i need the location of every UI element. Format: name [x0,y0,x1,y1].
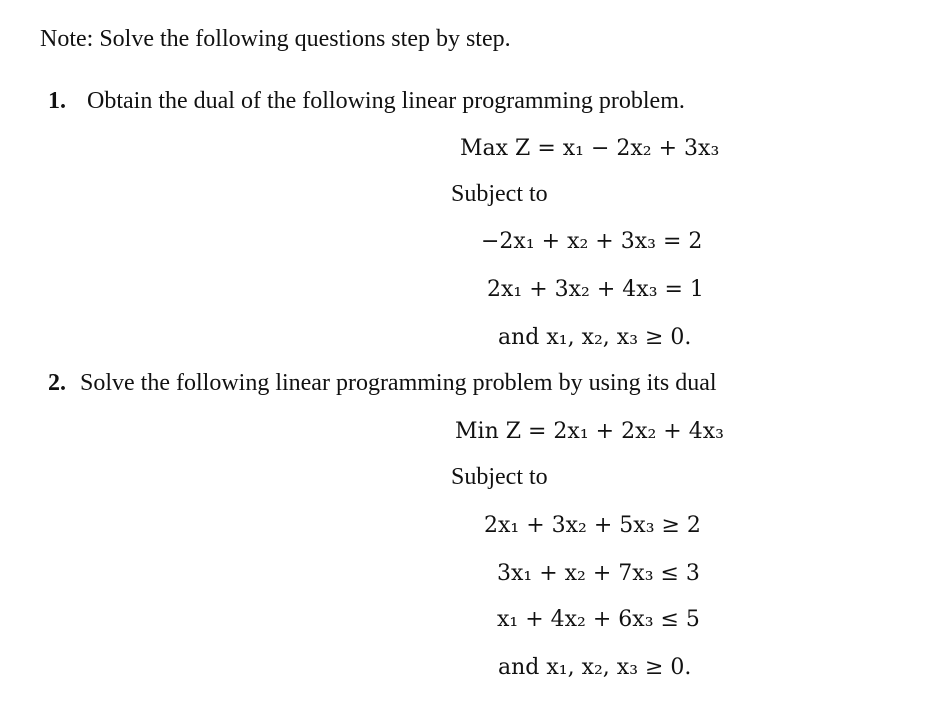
q2-objective: Min Z = 2x₁ + 2x₂ + 4x₃ [455,419,724,444]
q1-nonnegativity: and x₁, x₂, x₃ ≥ 0. [498,325,692,350]
q1-subject-to: Subject to [451,181,548,207]
q1-constraint-2: 2x₁ + 3x₂ + 4x₃ = 1 [487,277,704,302]
q2-subject-to: Subject to [451,464,548,490]
question-2-text: Solve the following linear programming problem by using its dual [80,370,717,396]
question-1-text: Obtain the dual of the following linear programming problem. [87,88,685,114]
q2-constraint-2: 3x₁ + x₂ + 7x₃ ≤ 3 [497,561,700,586]
q2-nonnegativity: and x₁, x₂, x₃ ≥ 0. [498,655,692,680]
note-text: Note: Solve the following questions step by step. [40,26,511,52]
question-1-number: 1. [48,88,66,114]
q1-constraint-1: −2x₁ + x₂ + 3x₃ = 2 [481,229,703,254]
question-2-number: 2. [48,370,66,396]
q2-constraint-1: 2x₁ + 3x₂ + 5x₃ ≥ 2 [484,513,701,538]
q2-constraint-3: x₁ + 4x₂ + 6x₃ ≤ 5 [497,607,700,632]
q1-objective: Max Z = x₁ − 2x₂ + 3x₃ [460,136,720,161]
